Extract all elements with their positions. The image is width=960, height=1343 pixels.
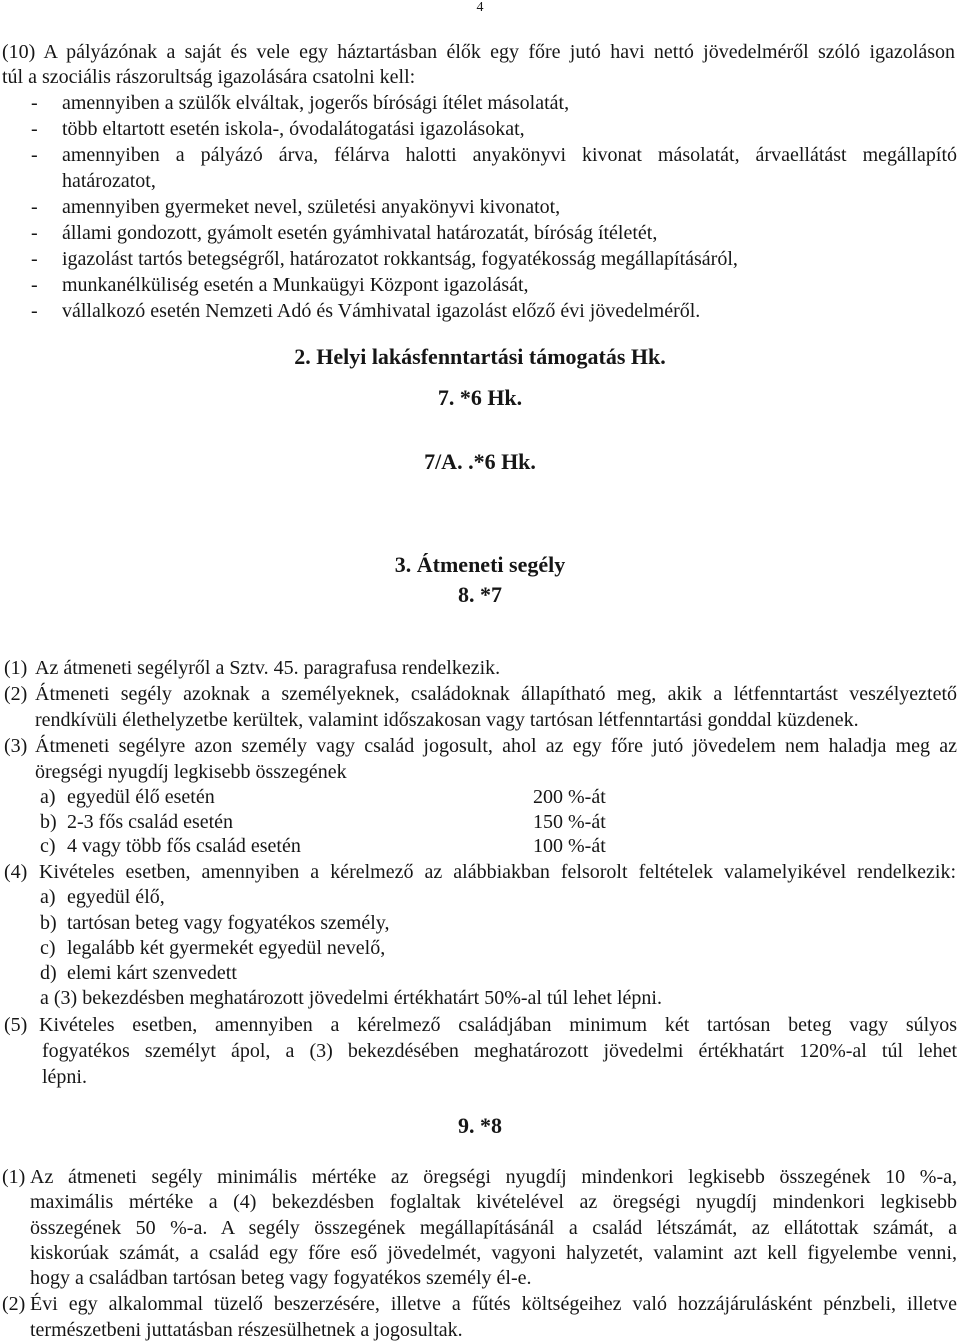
subsection-text: a (3) bekezdésben meghatározott jövedelmi értékhatárt 50%-al túl lehet lépni. [40, 987, 662, 1009]
subsection-text: Kivételes esetben, amennyiben a kérelmező családjában minimum két tartósan beteg vagy súlyos [39, 1014, 957, 1036]
subsection-marker: (1) [2, 1166, 26, 1188]
paragraph-10-line: túl a szociális rászorultság igazolására csatolni kell: [2, 66, 416, 88]
subsection-text: lépni. [42, 1066, 87, 1088]
list-item-text: vállalkozó esetén Nemzeti Adó és Vámhivatal igazolást előző évi jövedelméről. [62, 300, 701, 322]
subsection-text: összegének 50 %-a. A segély összegének megállapításánál a család létszámát, az ellátottak számát, a [30, 1217, 957, 1239]
condition-text: tartósan beteg vagy fogyatékos személy, [67, 912, 390, 934]
list-item-text: igazolást tartós betegségről, határozatot rokkantság, fogyatékosság megállapításáról, [62, 248, 738, 270]
list-item-dash: - [31, 248, 38, 270]
threshold-row-label: a) [40, 786, 56, 808]
section-heading: 2. Helyi lakásfenntartási támogatás Hk. [294, 344, 666, 369]
list-item-text: több eltartott esetén iskola-, óvodalátogatási igazolásokat, [62, 118, 525, 140]
condition-label: b) [40, 912, 57, 934]
subsection-marker: (1) [4, 657, 28, 679]
list-item-text: állami gondozott, gyámolt esetén gyámhivatal határozatát, bíróság ítéletét, [62, 222, 658, 244]
threshold-row-value: 150 %-át [533, 811, 606, 833]
list-item-text: munkanélküliség esetén a Munkaügyi Központ igazolását, [62, 274, 529, 296]
threshold-row-label: b) [40, 811, 57, 833]
paragraph-heading: 7/A. .*6 Hk. [424, 449, 536, 474]
subsection-text: Átmeneti segélyre azon személy vagy család jogosult, ahol az egy főre jutó jövedelem nem haladja meg az [35, 735, 957, 757]
threshold-row-case: 2-3 fős család esetén [67, 811, 234, 833]
threshold-row-label: c) [40, 835, 56, 857]
threshold-row-case: egyedül élő esetén [67, 786, 215, 808]
subsection-text: Évi egy alkalommal tüzelő beszerzésére, illetve a fűtés költségeihez való hozzájárulásként pénzbeli, illetve [30, 1293, 957, 1315]
subsection-text: kiskorúak számát, a család egy főre eső jövedelmét, vagyoni halyzetét, valamint azt kell figyelembe venni, [30, 1242, 957, 1264]
subsection-marker: (3) [4, 735, 28, 757]
list-item-dash: - [31, 196, 38, 218]
list-item-text-continuation: határozatot, [62, 170, 156, 192]
condition-text: elemi kárt szenvedett [67, 962, 237, 984]
list-item-text: amennyiben a pályázó árva, félárva halotti anyakönyvi kivonat másolatát, árvaellátást megállapító [62, 144, 957, 166]
list-item-text: amennyiben gyermeket nevel, születési anyakönyvi kivonatot, [62, 196, 561, 218]
list-item-text: amennyiben a szülők elváltak, jogerős bírósági ítélet másolatát, [62, 92, 570, 114]
subsection-marker: (5) [4, 1014, 28, 1036]
paragraph-heading: 8. *7 [458, 582, 502, 607]
section-heading: 3. Átmeneti segély [394, 552, 566, 577]
condition-label: d) [40, 962, 57, 984]
paragraph-heading: 7. *6 Hk. [437, 385, 523, 410]
list-item-dash: - [31, 118, 38, 140]
subsection-text: Az átmeneti segélyről a Sztv. 45. paragrafusa rendelkezik. [35, 657, 501, 679]
subsection-text: természetbeni juttatásban részesülhetnek a jogosultak. [30, 1319, 463, 1341]
threshold-row-value: 200 %-át [533, 786, 606, 808]
paragraph-heading: 9. *8 [458, 1113, 502, 1138]
subsection-marker: (2) [2, 1293, 26, 1315]
paragraph-10-line: (10) A pályázónak a saját és vele egy háztartásban élők egy főre jutó havi nettó jövedelméről szóló igazoláson [2, 41, 955, 63]
page-number: 4 [476, 0, 484, 15]
subsection-text: maximális mértéke a (4) bekezdésben foglaltak kivételével az öregségi nyugdíj mindenkori legkisebb [30, 1191, 957, 1213]
subsection-text: Átmeneti segély azoknak a személyeknek, családoknak állapítható meg, akik a létfenntartást veszélyeztető [35, 683, 957, 705]
condition-label: a) [40, 886, 56, 908]
list-item-dash: - [31, 300, 38, 322]
subsection-text: öregségi nyugdíj legkisebb összegének [35, 761, 347, 783]
condition-label: c) [40, 937, 56, 959]
subsection-marker: (2) [4, 683, 28, 705]
subsection-text: rendkívüli élethelyzetbe kerültek, valamint időszakosan vagy tartósan létfenntartási gonddal küzdenek. [35, 709, 859, 731]
list-item-dash: - [31, 144, 38, 166]
condition-text: legalább két gyermekét egyedül nevelő, [67, 937, 386, 959]
condition-text: egyedül élő, [67, 886, 165, 908]
subsection-text: Kivételes esetben, amennyiben a kérelmező az alábbiakban felsorolt feltételek valamelyikével rendelkezik: [39, 861, 956, 883]
subsection-text: fogyatékos személyt ápol, a (3) bekezdésében meghatározott jövedelmi értékhatárt 120%-al túl lehet [42, 1040, 957, 1062]
subsection-marker: (4) [4, 861, 28, 883]
subsection-text: Az átmeneti segély minimális mértéke az öregségi nyugdíj mindenkori legkisebb összegének 10 %-a, [30, 1166, 957, 1188]
list-item-dash: - [31, 274, 38, 296]
threshold-row-case: 4 vagy több fős család esetén [67, 835, 301, 857]
threshold-row-value: 100 %-át [533, 835, 606, 857]
list-item-dash: - [31, 222, 38, 244]
list-item-dash: - [31, 92, 38, 114]
subsection-text: hogy a családban tartósan beteg vagy fogyatékos személy él-e. [30, 1267, 532, 1289]
